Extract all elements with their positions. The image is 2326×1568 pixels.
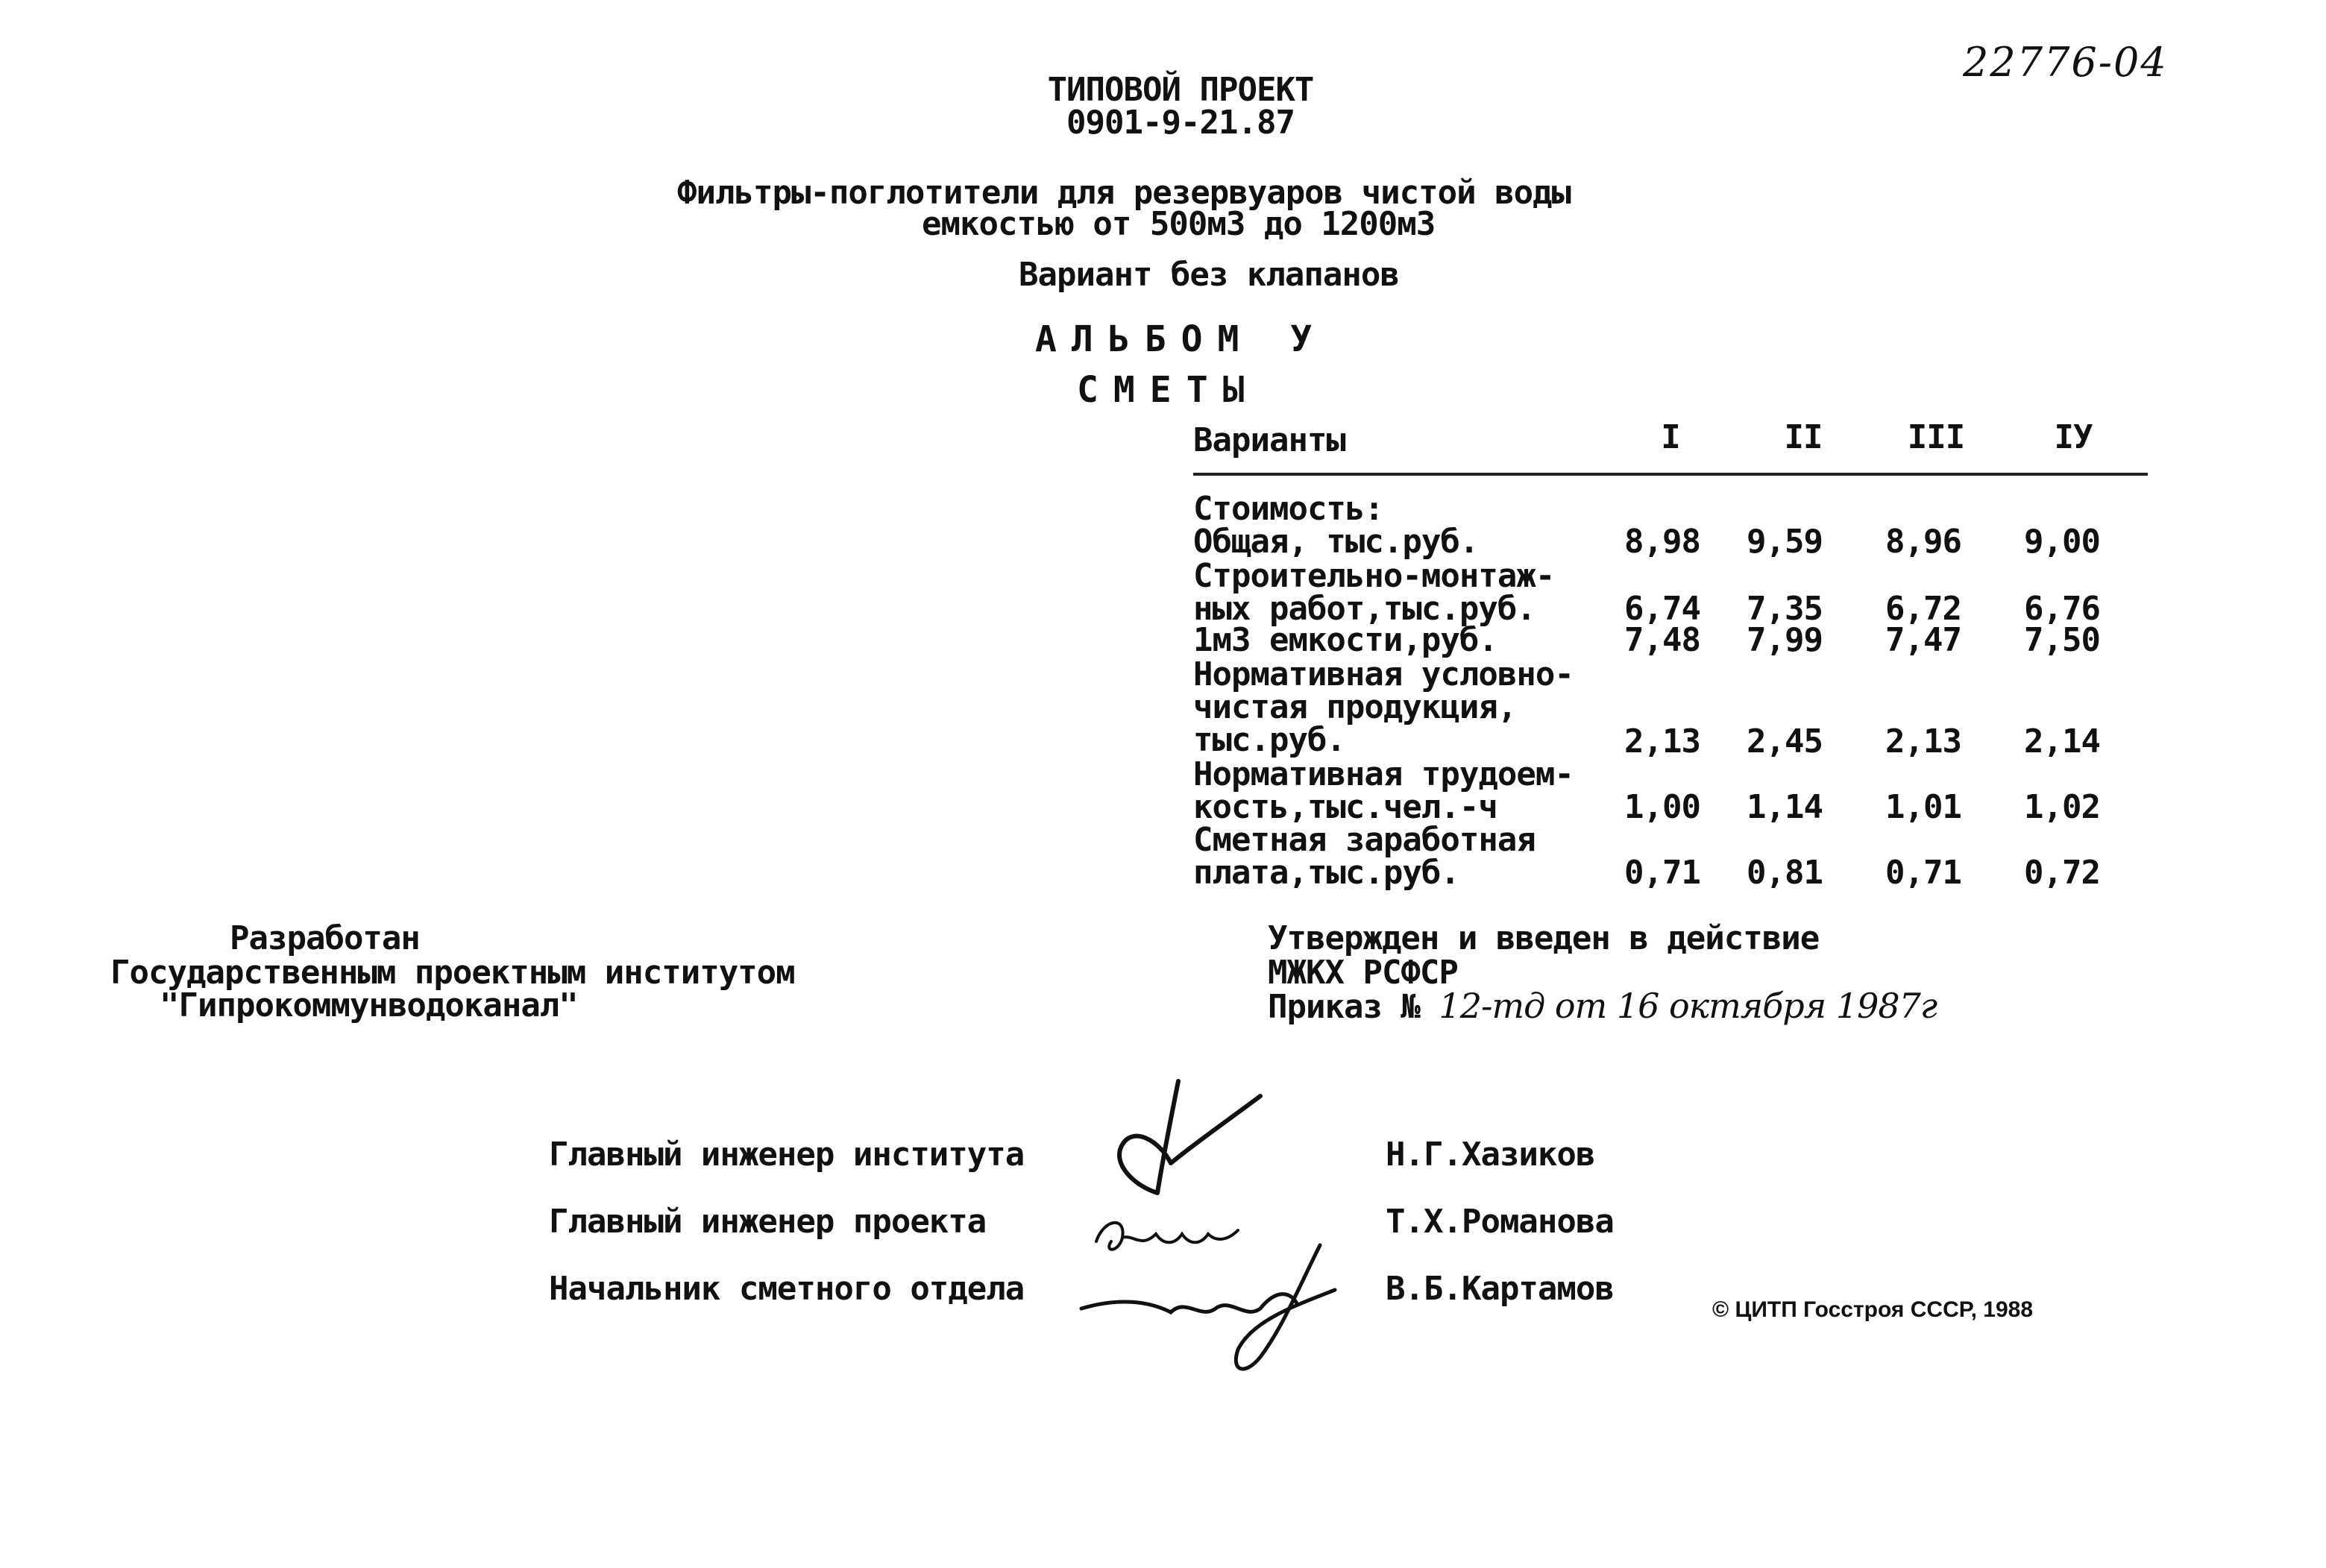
table-cell: 7,50 <box>2024 621 2100 659</box>
cost-heading: Стоимость: <box>1193 490 1383 528</box>
project-type: ТИПОВОЙ ПРОЕКТ <box>1047 71 1314 109</box>
table-header-rule <box>1193 473 2148 476</box>
row-label: кость,тыс.чел.-ч <box>1193 788 1497 826</box>
signature-role: Главный инженер института <box>549 1136 1025 1174</box>
developer-line-1: Разработан <box>230 919 420 957</box>
row-label: тыс.руб. <box>1193 721 1345 759</box>
table-cell: 1,01 <box>1885 788 1961 826</box>
row-label: Нормативная условно- <box>1193 655 1574 693</box>
approval-line-1: Утвержден и введен в действие <box>1268 919 1820 957</box>
row-label: чистая продукция, <box>1193 688 1517 726</box>
table-cell: 8,96 <box>1885 523 1961 561</box>
table-cell: 7,99 <box>1747 621 1823 659</box>
table-cell: 7,48 <box>1624 621 1700 659</box>
column-header-3: III <box>1907 418 1965 456</box>
project-code: 0901-9-21.87 <box>1066 104 1295 142</box>
table-cell: 6,76 <box>2024 590 2100 628</box>
row-label: Сметная заработная <box>1193 821 1536 859</box>
copyright-notice: © ЦИТП Госстроя СССР, 1988 <box>1712 1297 2034 1322</box>
title-line-1: Фильтры-поглотители для резервуаров чистой воды <box>677 174 1571 212</box>
order-handwritten: 12-тд от 16 октября 1987г <box>1439 986 1937 1026</box>
table-cell: 9,00 <box>2024 523 2100 561</box>
row-label: ных работ,тыс.руб. <box>1193 590 1536 628</box>
table-cell: 1,00 <box>1624 788 1700 826</box>
signature-chief-engineer-institute <box>1089 1074 1283 1208</box>
signature-role: Главный инженер проекта <box>549 1203 987 1241</box>
cost-table <box>1193 418 2148 902</box>
signature-role: Начальник сметного отдела <box>549 1270 1025 1308</box>
column-header-1: I <box>1661 418 1680 456</box>
developer-line-2: Государственным проектным институтом <box>110 954 795 992</box>
estimates-title: СМЕТЫ <box>1077 369 1260 411</box>
column-header-2: II <box>1784 418 1823 456</box>
title-line-2: емкостью от 500м3 до 1200м3 <box>922 205 1436 243</box>
document-number: 22776-04 <box>1963 39 2168 86</box>
table-cell: 7,47 <box>1885 621 1961 659</box>
row-label: плата,тыс.руб. <box>1193 854 1459 892</box>
order-label: Приказ № <box>1268 988 1420 1026</box>
column-header-4: IУ <box>2054 418 2093 456</box>
table-cell: 2,45 <box>1747 722 1823 761</box>
table-cell: 2,13 <box>1885 722 1961 761</box>
table-cell: 6,74 <box>1624 590 1700 628</box>
table-cell: 2,14 <box>2024 722 2100 761</box>
table-cell: 2,13 <box>1624 722 1700 761</box>
developer-line-3: "Гипрокоммунводоканал" <box>160 986 578 1024</box>
row-label: Строительно-монтаж- <box>1193 557 1555 595</box>
signature-name: В.Б.Картамов <box>1386 1270 1614 1308</box>
album-title: АЛЬБОМ У <box>1035 318 1327 360</box>
table-cell: 9,59 <box>1747 523 1823 561</box>
approval-line-2: МЖКХ РСФСР <box>1268 954 1458 992</box>
row-label: Нормативная трудоем- <box>1193 755 1574 793</box>
table-cell: 1,02 <box>2024 788 2100 826</box>
table-cell: 6,72 <box>1885 590 1961 628</box>
table-cell: 7,35 <box>1747 590 1823 628</box>
table-cell: 0,71 <box>1624 854 1700 892</box>
table-cell: 0,72 <box>2024 854 2100 892</box>
variant-note: Вариант без клапанов <box>1019 256 1399 294</box>
signature-head-estimates <box>1074 1238 1342 1387</box>
table-cell: 0,71 <box>1885 854 1961 892</box>
row-label: 1м3 емкости,руб. <box>1193 621 1497 659</box>
table-cell: 0,81 <box>1747 854 1823 892</box>
table-cell: 8,98 <box>1624 523 1700 561</box>
signature-name: Т.Х.Романова <box>1386 1203 1614 1241</box>
table-header-label: Варианты <box>1193 421 1345 459</box>
row-label: Общая, тыс.руб. <box>1193 523 1479 561</box>
signature-name: Н.Г.Хазиков <box>1386 1136 1595 1174</box>
table-cell: 1,14 <box>1747 788 1823 826</box>
approval-line-3 <box>1268 986 1937 1026</box>
